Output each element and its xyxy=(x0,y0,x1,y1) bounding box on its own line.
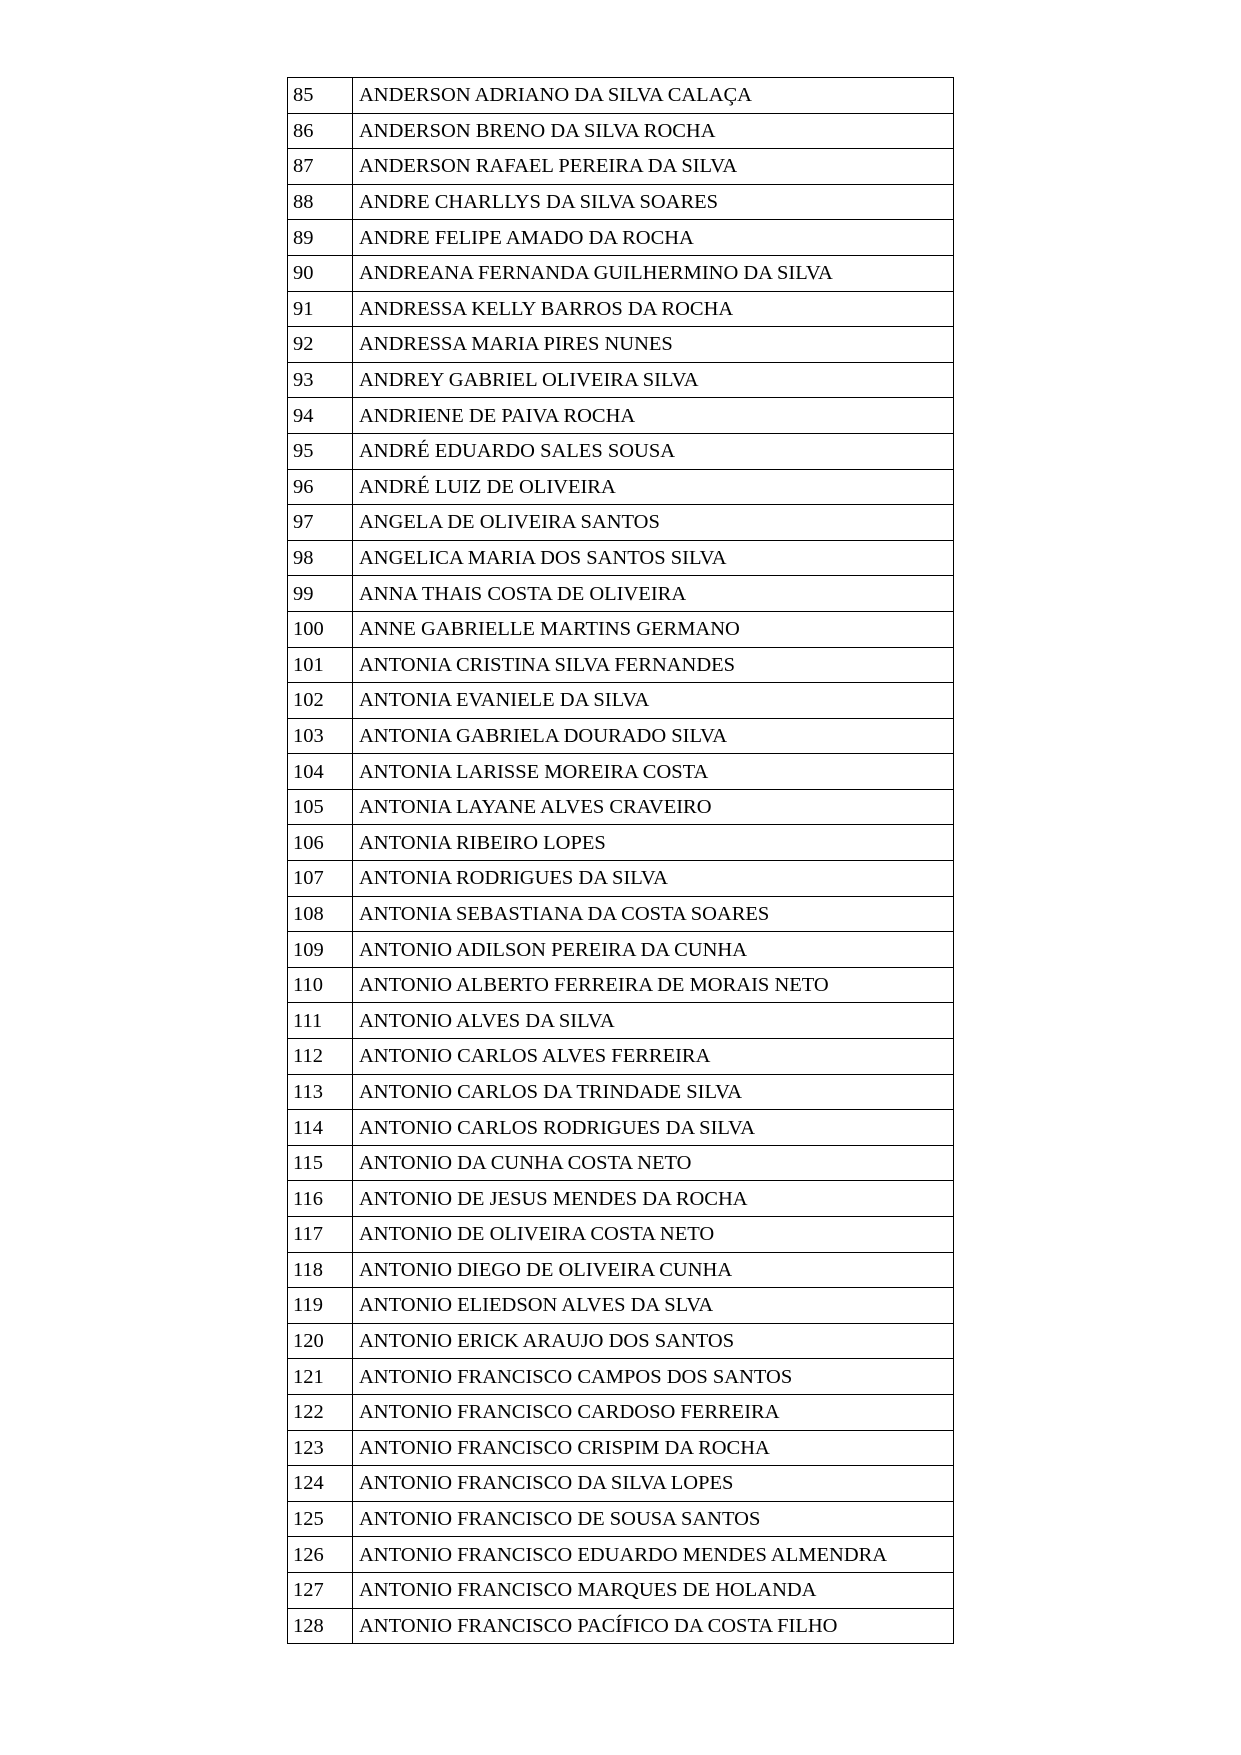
row-number: 116 xyxy=(288,1181,353,1217)
person-name: ANTONIA LARISSE MOREIRA COSTA xyxy=(353,754,954,790)
name-list-table xyxy=(287,77,954,1644)
row-number: 122 xyxy=(288,1394,353,1430)
row-number: 85 xyxy=(288,78,353,114)
table-row xyxy=(288,1039,954,1075)
person-name: ANTONIA EVANIELE DA SILVA xyxy=(353,683,954,719)
row-number: 119 xyxy=(288,1288,353,1324)
person-name: ANTONIA RIBEIRO LOPES xyxy=(353,825,954,861)
row-number: 107 xyxy=(288,861,353,897)
person-name: ANTONIO FRANCISCO DE SOUSA SANTOS xyxy=(353,1501,954,1537)
row-number: 126 xyxy=(288,1537,353,1573)
person-name: ANGELA DE OLIVEIRA SANTOS xyxy=(353,505,954,541)
person-name: ANTONIO ALVES DA SILVA xyxy=(353,1003,954,1039)
person-name: ANDRESSA KELLY BARROS DA ROCHA xyxy=(353,291,954,327)
row-number: 128 xyxy=(288,1608,353,1644)
table-row xyxy=(288,1466,954,1502)
row-number: 125 xyxy=(288,1501,353,1537)
person-name: ANTONIO FRANCISCO CARDOSO FERREIRA xyxy=(353,1394,954,1430)
row-number: 117 xyxy=(288,1217,353,1253)
table-row xyxy=(288,505,954,541)
person-name: ANTONIA RODRIGUES DA SILVA xyxy=(353,861,954,897)
row-number: 124 xyxy=(288,1466,353,1502)
person-name: ANDERSON ADRIANO DA SILVA CALAÇA xyxy=(353,78,954,114)
person-name: ANDRÉ EDUARDO SALES SOUSA xyxy=(353,433,954,469)
person-name: ANTONIO FRANCISCO CRISPIM DA ROCHA xyxy=(353,1430,954,1466)
person-name: ANTONIO FRANCISCO CAMPOS DOS SANTOS xyxy=(353,1359,954,1395)
row-number: 110 xyxy=(288,967,353,1003)
person-name: ANTONIA CRISTINA SILVA FERNANDES xyxy=(353,647,954,683)
person-name: ANTONIO FRANCISCO DA SILVA LOPES xyxy=(353,1466,954,1502)
row-number: 93 xyxy=(288,362,353,398)
row-number: 100 xyxy=(288,611,353,647)
table-row xyxy=(288,647,954,683)
table-row xyxy=(288,220,954,256)
person-name: ANDREANA FERNANDA GUILHERMINO DA SILVA xyxy=(353,255,954,291)
table-row xyxy=(288,1252,954,1288)
row-number: 96 xyxy=(288,469,353,505)
table-row xyxy=(288,113,954,149)
table-row xyxy=(288,789,954,825)
row-number: 90 xyxy=(288,255,353,291)
person-name: ANTONIO CARLOS ALVES FERREIRA xyxy=(353,1039,954,1075)
person-name: ANTONIO FRANCISCO PACÍFICO DA COSTA FILHO xyxy=(353,1608,954,1644)
row-number: 89 xyxy=(288,220,353,256)
table-row xyxy=(288,1145,954,1181)
table-row xyxy=(288,611,954,647)
person-name: ANTONIO DA CUNHA COSTA NETO xyxy=(353,1145,954,1181)
row-number: 105 xyxy=(288,789,353,825)
name-list-body xyxy=(288,78,954,1644)
person-name: ANDREY GABRIEL OLIVEIRA SILVA xyxy=(353,362,954,398)
table-row xyxy=(288,967,954,1003)
table-row xyxy=(288,255,954,291)
table-row xyxy=(288,896,954,932)
table-row xyxy=(288,932,954,968)
table-row xyxy=(288,1181,954,1217)
table-row xyxy=(288,362,954,398)
table-row xyxy=(288,327,954,363)
table-row xyxy=(288,1501,954,1537)
table-row xyxy=(288,184,954,220)
person-name: ANNA THAIS COSTA DE OLIVEIRA xyxy=(353,576,954,612)
person-name: ANTONIO DE OLIVEIRA COSTA NETO xyxy=(353,1217,954,1253)
table-row xyxy=(288,433,954,469)
table-row xyxy=(288,149,954,185)
person-name: ANNE GABRIELLE MARTINS GERMANO xyxy=(353,611,954,647)
table-row xyxy=(288,1359,954,1395)
person-name: ANTONIO DIEGO DE OLIVEIRA CUNHA xyxy=(353,1252,954,1288)
row-number: 121 xyxy=(288,1359,353,1395)
person-name: ANTONIO DE JESUS MENDES DA ROCHA xyxy=(353,1181,954,1217)
row-number: 102 xyxy=(288,683,353,719)
row-number: 104 xyxy=(288,754,353,790)
table-row xyxy=(288,825,954,861)
table-row xyxy=(288,1003,954,1039)
row-number: 109 xyxy=(288,932,353,968)
person-name: ANTONIO FRANCISCO MARQUES DE HOLANDA xyxy=(353,1572,954,1608)
person-name: ANGELICA MARIA DOS SANTOS SILVA xyxy=(353,540,954,576)
row-number: 115 xyxy=(288,1145,353,1181)
person-name: ANTONIO FRANCISCO EDUARDO MENDES ALMENDRA xyxy=(353,1537,954,1573)
table-row xyxy=(288,78,954,114)
table-row xyxy=(288,1608,954,1644)
table-row xyxy=(288,683,954,719)
table-row xyxy=(288,1430,954,1466)
table-row xyxy=(288,291,954,327)
table-row xyxy=(288,1572,954,1608)
row-number: 101 xyxy=(288,647,353,683)
row-number: 99 xyxy=(288,576,353,612)
row-number: 97 xyxy=(288,505,353,541)
table-row xyxy=(288,1110,954,1146)
row-number: 86 xyxy=(288,113,353,149)
person-name: ANTONIA LAYANE ALVES CRAVEIRO xyxy=(353,789,954,825)
person-name: ANDRÉ LUIZ DE OLIVEIRA xyxy=(353,469,954,505)
row-number: 87 xyxy=(288,149,353,185)
person-name: ANTONIO ERICK ARAUJO DOS SANTOS xyxy=(353,1323,954,1359)
row-number: 118 xyxy=(288,1252,353,1288)
table-row xyxy=(288,1323,954,1359)
row-number: 92 xyxy=(288,327,353,363)
table-row xyxy=(288,1288,954,1324)
person-name: ANDERSON BRENO DA SILVA ROCHA xyxy=(353,113,954,149)
table-row xyxy=(288,1537,954,1573)
person-name: ANTONIA GABRIELA DOURADO SILVA xyxy=(353,718,954,754)
row-number: 108 xyxy=(288,896,353,932)
row-number: 113 xyxy=(288,1074,353,1110)
row-number: 106 xyxy=(288,825,353,861)
row-number: 114 xyxy=(288,1110,353,1146)
row-number: 95 xyxy=(288,433,353,469)
table-row xyxy=(288,398,954,434)
person-name: ANDERSON RAFAEL PEREIRA DA SILVA xyxy=(353,149,954,185)
table-row xyxy=(288,469,954,505)
row-number: 94 xyxy=(288,398,353,434)
table-row xyxy=(288,576,954,612)
table-row xyxy=(288,540,954,576)
table-row xyxy=(288,1217,954,1253)
person-name: ANTONIO CARLOS DA TRINDADE SILVA xyxy=(353,1074,954,1110)
row-number: 88 xyxy=(288,184,353,220)
person-name: ANTONIO CARLOS RODRIGUES DA SILVA xyxy=(353,1110,954,1146)
row-number: 123 xyxy=(288,1430,353,1466)
person-name: ANTONIO ELIEDSON ALVES DA SLVA xyxy=(353,1288,954,1324)
row-number: 127 xyxy=(288,1572,353,1608)
row-number: 98 xyxy=(288,540,353,576)
person-name: ANDRIENE DE PAIVA ROCHA xyxy=(353,398,954,434)
table-row xyxy=(288,718,954,754)
table-row xyxy=(288,1394,954,1430)
person-name: ANDRE CHARLLYS DA SILVA SOARES xyxy=(353,184,954,220)
table-row xyxy=(288,861,954,897)
person-name: ANTONIA SEBASTIANA DA COSTA SOARES xyxy=(353,896,954,932)
row-number: 112 xyxy=(288,1039,353,1075)
row-number: 91 xyxy=(288,291,353,327)
person-name: ANTONIO ADILSON PEREIRA DA CUNHA xyxy=(353,932,954,968)
person-name: ANDRESSA MARIA PIRES NUNES xyxy=(353,327,954,363)
row-number: 111 xyxy=(288,1003,353,1039)
row-number: 103 xyxy=(288,718,353,754)
row-number: 120 xyxy=(288,1323,353,1359)
table-row xyxy=(288,1074,954,1110)
person-name: ANTONIO ALBERTO FERREIRA DE MORAIS NETO xyxy=(353,967,954,1003)
table-row xyxy=(288,754,954,790)
person-name: ANDRE FELIPE AMADO DA ROCHA xyxy=(353,220,954,256)
